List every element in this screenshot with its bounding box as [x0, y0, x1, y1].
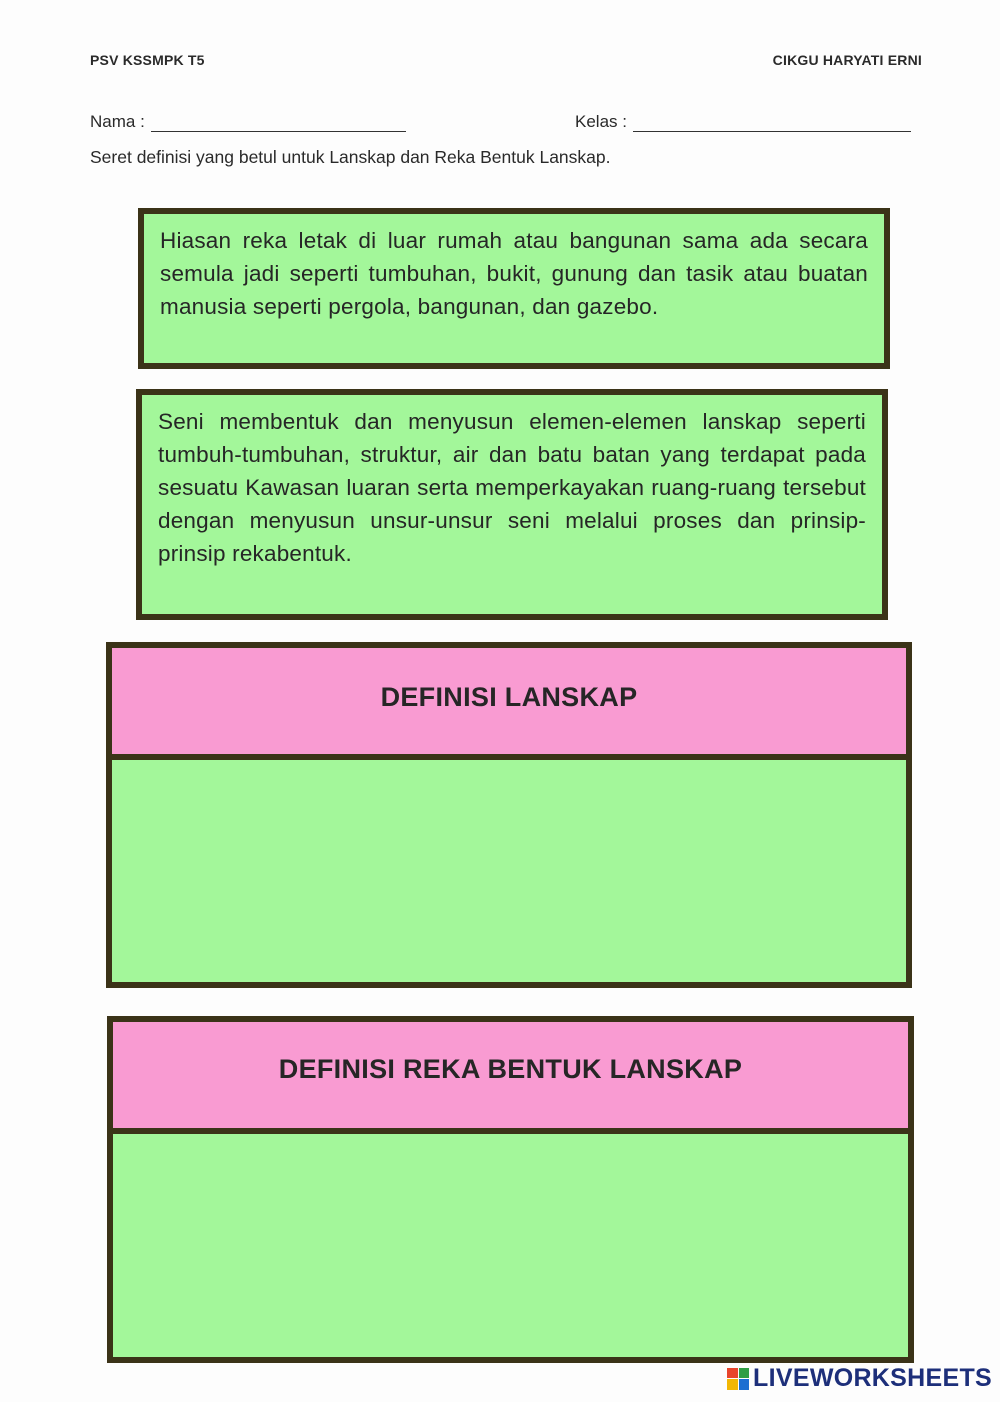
- teacher-name: CIKGU HARYATI ERNI: [772, 52, 922, 68]
- draggable-definition-card-2[interactable]: Seni membentuk dan menyusun elemen-elemen lanskap seperti tumbuh-tumbuhan, struktur, air dan batu batan yang terdapat pada sesuatu Kawasan luaran serta memperkayakan ruang-ruang tersebut dengan menyusun unsur-unsur seni melalui proses dan prinsip-prinsip rekabentuk.: [136, 389, 888, 620]
- nama-input-line[interactable]: [151, 116, 406, 132]
- logo-square-2: [739, 1368, 750, 1379]
- drop-zone-lanskap: [106, 642, 912, 988]
- nama-label: Nama :: [90, 112, 145, 131]
- draggable-definition-card-1[interactable]: Hiasan reka letak di luar rumah atau bangunan sama ada secara semula jadi seperti tumbuhan, bukit, gunung dan tasik atau buatan manusia seperti pergola, bangunan, dan gazebo.: [138, 208, 890, 369]
- drop-area-reka-bentuk-lanskap[interactable]: [113, 1134, 908, 1357]
- kelas-field: [575, 112, 911, 132]
- zone-title-lanskap: DEFINISI LANSKAP: [112, 648, 906, 760]
- course-code: PSV KSSMPK T5: [90, 52, 205, 68]
- drop-zone-reka-bentuk-lanskap: [107, 1016, 914, 1363]
- instruction-text: Seret definisi yang betul untuk Lanskap dan Reka Bentuk Lanskap.: [90, 147, 611, 167]
- nama-field: [90, 112, 406, 132]
- liveworksheets-logo-icon: [727, 1368, 749, 1390]
- zone-title-reka-bentuk-lanskap: DEFINISI REKA BENTUK LANSKAP: [113, 1022, 908, 1134]
- logo-square-3: [727, 1379, 738, 1390]
- kelas-input-line[interactable]: [633, 116, 911, 132]
- logo-square-4: [739, 1379, 750, 1390]
- kelas-label: Kelas :: [575, 112, 627, 131]
- liveworksheets-brand[interactable]: [727, 1364, 992, 1393]
- drop-area-lanskap[interactable]: [112, 760, 906, 982]
- logo-square-1: [727, 1368, 738, 1379]
- brand-wordmark: LIVEWORKSHEETS: [753, 1364, 992, 1392]
